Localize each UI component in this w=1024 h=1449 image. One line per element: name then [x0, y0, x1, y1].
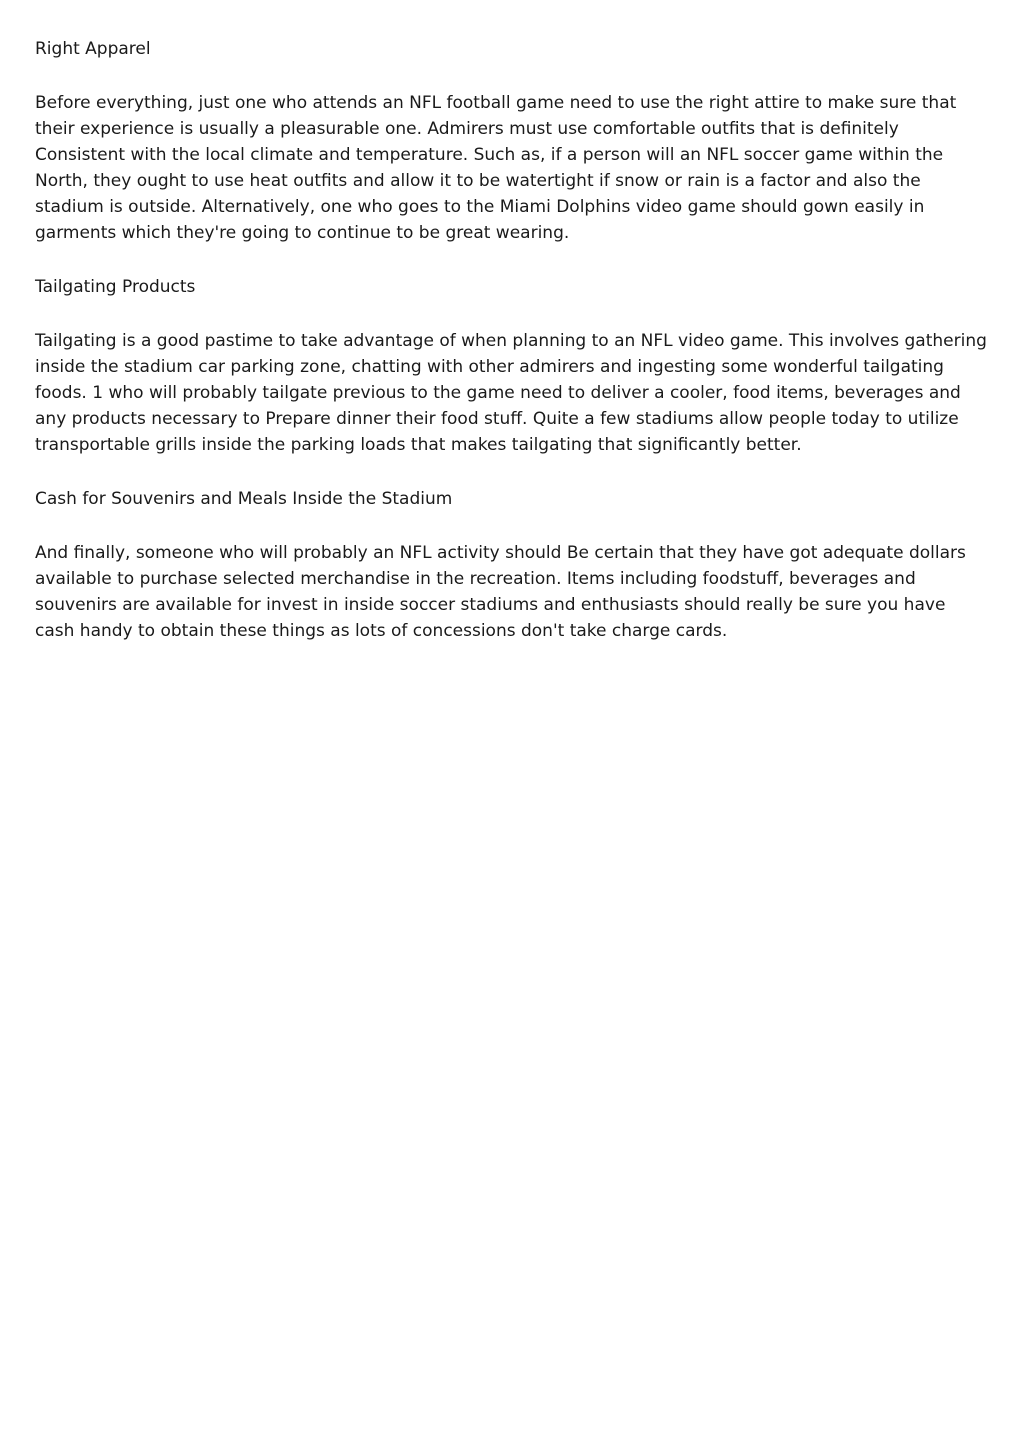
section-paragraph-cash [35, 540, 987, 644]
section-heading: Right Apparel [35, 39, 151, 59]
section-heading-cash [35, 486, 987, 512]
section-paragraph: Before everything, just one who attends an NFL football game need to use the right attire to make sure that their experience is usually a pleasurable one. Admirers must use comfortable outfits that is definitely Consistent with the local climate and temperature. Such as, if a person will an NFL soccer game within the North, they ought to use heat outfits and allow it to be watertight if snow or rain is a factor and also the stadium is outside. Alternatively, one who goes to the Miami Dolphins video game should gown easily in garments which they're going to continue to be great wearing. [35, 93, 957, 243]
section-paragraph-apparel [35, 90, 987, 246]
section-paragraph: And finally, someone who will probably an NFL activity should Be certain that they have got adequate dollars available to purchase selected merchandise in the recreation. Items including foodstuff, beverages and souvenirs are available for invest in inside soccer stadiums and enthusiasts should really be sure you have cash handy to obtain these things as lots of concessions don't take charge cards. [35, 543, 966, 641]
section-heading: Tailgating Products [35, 277, 196, 297]
section-heading-apparel [35, 36, 987, 62]
document-page [35, 36, 987, 672]
section-paragraph: Tailgating is a good pastime to take advantage of when planning to an NFL video game. This involves gathering inside the stadium car parking zone, chatting with other admirers and ingesting some wonderful tailgating foods. 1 who will probably tailgate previous to the game need to deliver a cooler, food items, beverages and any products necessary to Prepare dinner their food stuff. Quite a few stadiums allow people today to utilize transportable grills inside the parking loads that makes tailgating that significantly better. [35, 331, 987, 455]
section-paragraph-tailgating [35, 328, 987, 458]
section-heading-tailgating [35, 274, 987, 300]
section-heading: Cash for Souvenirs and Meals Inside the Stadium [35, 489, 453, 509]
